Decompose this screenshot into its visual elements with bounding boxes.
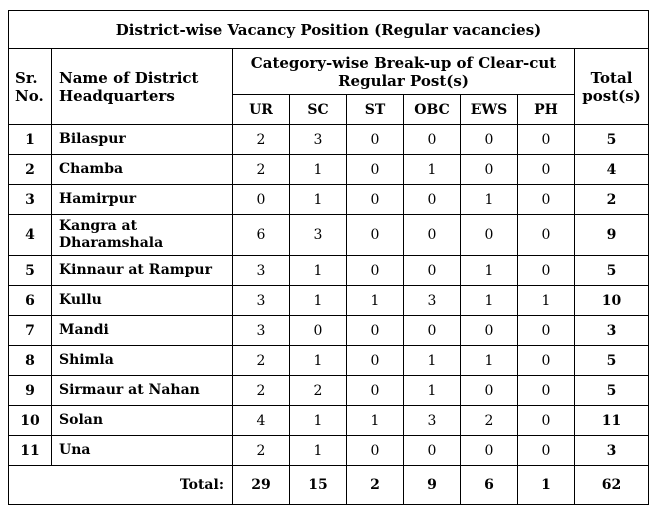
row-value-st: 0 xyxy=(347,436,404,466)
row-value-ph: 1 xyxy=(518,286,575,316)
vacancy-table-container xyxy=(8,10,649,505)
table-row xyxy=(9,215,649,256)
row-value-sc: 1 xyxy=(290,256,347,286)
row-sr-no: 3 xyxy=(9,185,52,215)
row-sr-no: 2 xyxy=(9,155,52,185)
row-value-sc: 2 xyxy=(290,376,347,406)
table-row xyxy=(9,256,649,286)
grand-total: 62 xyxy=(575,466,649,505)
header-col-st: ST xyxy=(347,95,404,125)
totals-label: Total: xyxy=(9,466,233,505)
row-value-sc: 1 xyxy=(290,155,347,185)
row-value-obc: 3 xyxy=(404,406,461,436)
row-value-ur: 2 xyxy=(233,155,290,185)
row-sr-no: 4 xyxy=(9,215,52,256)
row-value-ph: 0 xyxy=(518,155,575,185)
table-row xyxy=(9,316,649,346)
row-value-obc: 1 xyxy=(404,376,461,406)
row-sr-no: 6 xyxy=(9,286,52,316)
table-row xyxy=(9,406,649,436)
row-value-ur: 2 xyxy=(233,376,290,406)
row-value-ur: 0 xyxy=(233,185,290,215)
row-value-ews: 0 xyxy=(461,125,518,155)
table-body xyxy=(9,125,649,466)
row-value-sc: 1 xyxy=(290,406,347,436)
header-col-obc: OBC xyxy=(404,95,461,125)
row-value-ur: 3 xyxy=(233,256,290,286)
row-district-name: Hamirpur xyxy=(52,185,233,215)
row-value-ph: 0 xyxy=(518,376,575,406)
row-sr-no: 11 xyxy=(9,436,52,466)
row-total: 9 xyxy=(575,215,649,256)
row-value-sc: 3 xyxy=(290,125,347,155)
row-district-name: Shimla xyxy=(52,346,233,376)
row-total: 3 xyxy=(575,316,649,346)
row-value-sc: 1 xyxy=(290,346,347,376)
row-value-ews: 0 xyxy=(461,376,518,406)
row-value-obc: 0 xyxy=(404,256,461,286)
total-obc: 9 xyxy=(404,466,461,505)
row-district-name: Kullu xyxy=(52,286,233,316)
header-col-ur: UR xyxy=(233,95,290,125)
row-value-st: 0 xyxy=(347,125,404,155)
row-district-name: Kangra at Dharamshala xyxy=(52,215,233,256)
row-value-obc: 1 xyxy=(404,346,461,376)
row-district-name: Kinnaur at Rampur xyxy=(52,256,233,286)
table-row xyxy=(9,436,649,466)
row-district-name: Chamba xyxy=(52,155,233,185)
row-value-ph: 0 xyxy=(518,346,575,376)
row-value-sc: 3 xyxy=(290,215,347,256)
row-district-name: Una xyxy=(52,436,233,466)
row-total: 4 xyxy=(575,155,649,185)
row-total: 11 xyxy=(575,406,649,436)
row-sr-no: 7 xyxy=(9,316,52,346)
row-value-obc: 0 xyxy=(404,215,461,256)
row-value-sc: 0 xyxy=(290,316,347,346)
row-sr-no: 10 xyxy=(9,406,52,436)
vacancy-table xyxy=(8,10,649,505)
row-value-obc: 1 xyxy=(404,155,461,185)
totals-row xyxy=(9,466,649,505)
row-district-name: Bilaspur xyxy=(52,125,233,155)
row-district-name: Sirmaur at Nahan xyxy=(52,376,233,406)
row-value-st: 1 xyxy=(347,406,404,436)
row-value-sc: 1 xyxy=(290,286,347,316)
row-total: 10 xyxy=(575,286,649,316)
row-value-ews: 1 xyxy=(461,185,518,215)
row-total: 5 xyxy=(575,125,649,155)
row-value-ur: 3 xyxy=(233,286,290,316)
table-row xyxy=(9,155,649,185)
row-value-st: 0 xyxy=(347,376,404,406)
row-total: 5 xyxy=(575,376,649,406)
row-sr-no: 9 xyxy=(9,376,52,406)
row-value-ur: 6 xyxy=(233,215,290,256)
row-value-ph: 0 xyxy=(518,316,575,346)
header-total-posts: Total post(s) xyxy=(575,49,649,125)
row-value-ur: 2 xyxy=(233,346,290,376)
row-value-obc: 3 xyxy=(404,286,461,316)
row-value-ews: 1 xyxy=(461,346,518,376)
header-col-ews: EWS xyxy=(461,95,518,125)
row-value-st: 0 xyxy=(347,155,404,185)
row-value-obc: 0 xyxy=(404,125,461,155)
header-col-sc: SC xyxy=(290,95,347,125)
row-sr-no: 1 xyxy=(9,125,52,155)
total-sc: 15 xyxy=(290,466,347,505)
row-value-ews: 1 xyxy=(461,286,518,316)
header-district-name: Name of District Headquarters xyxy=(52,49,233,125)
row-total: 2 xyxy=(575,185,649,215)
row-value-ews: 0 xyxy=(461,215,518,256)
table-title: District-wise Vacancy Position (Regular vacancies) xyxy=(9,11,649,49)
row-value-ur: 3 xyxy=(233,316,290,346)
row-value-ph: 0 xyxy=(518,406,575,436)
row-value-obc: 0 xyxy=(404,316,461,346)
row-district-name: Mandi xyxy=(52,316,233,346)
table-row xyxy=(9,376,649,406)
row-value-ur: 2 xyxy=(233,125,290,155)
row-value-ph: 0 xyxy=(518,256,575,286)
row-value-ur: 4 xyxy=(233,406,290,436)
header-col-ph: PH xyxy=(518,95,575,125)
table-row xyxy=(9,346,649,376)
row-value-st: 0 xyxy=(347,256,404,286)
header-sr-no: Sr. No. xyxy=(9,49,52,125)
row-value-sc: 1 xyxy=(290,436,347,466)
row-sr-no: 8 xyxy=(9,346,52,376)
total-ph: 1 xyxy=(518,466,575,505)
row-value-ur: 2 xyxy=(233,436,290,466)
row-value-st: 1 xyxy=(347,286,404,316)
table-row xyxy=(9,185,649,215)
row-value-ews: 0 xyxy=(461,316,518,346)
row-value-st: 0 xyxy=(347,185,404,215)
row-total: 5 xyxy=(575,256,649,286)
row-value-ph: 0 xyxy=(518,125,575,155)
row-value-ph: 0 xyxy=(518,436,575,466)
row-value-obc: 0 xyxy=(404,436,461,466)
row-value-st: 0 xyxy=(347,215,404,256)
row-value-st: 0 xyxy=(347,346,404,376)
row-value-st: 0 xyxy=(347,316,404,346)
row-value-ews: 0 xyxy=(461,155,518,185)
row-value-ews: 2 xyxy=(461,406,518,436)
row-sr-no: 5 xyxy=(9,256,52,286)
row-total: 3 xyxy=(575,436,649,466)
row-value-sc: 1 xyxy=(290,185,347,215)
total-ews: 6 xyxy=(461,466,518,505)
table-row xyxy=(9,286,649,316)
total-ur: 29 xyxy=(233,466,290,505)
row-value-ph: 0 xyxy=(518,185,575,215)
header-category-breakup: Category-wise Break-up of Clear-cut Regular Post(s) xyxy=(233,49,575,95)
row-total: 5 xyxy=(575,346,649,376)
row-value-ews: 1 xyxy=(461,256,518,286)
row-value-ews: 0 xyxy=(461,436,518,466)
row-district-name: Solan xyxy=(52,406,233,436)
table-row xyxy=(9,125,649,155)
row-value-ph: 0 xyxy=(518,215,575,256)
total-st: 2 xyxy=(347,466,404,505)
row-value-obc: 0 xyxy=(404,185,461,215)
